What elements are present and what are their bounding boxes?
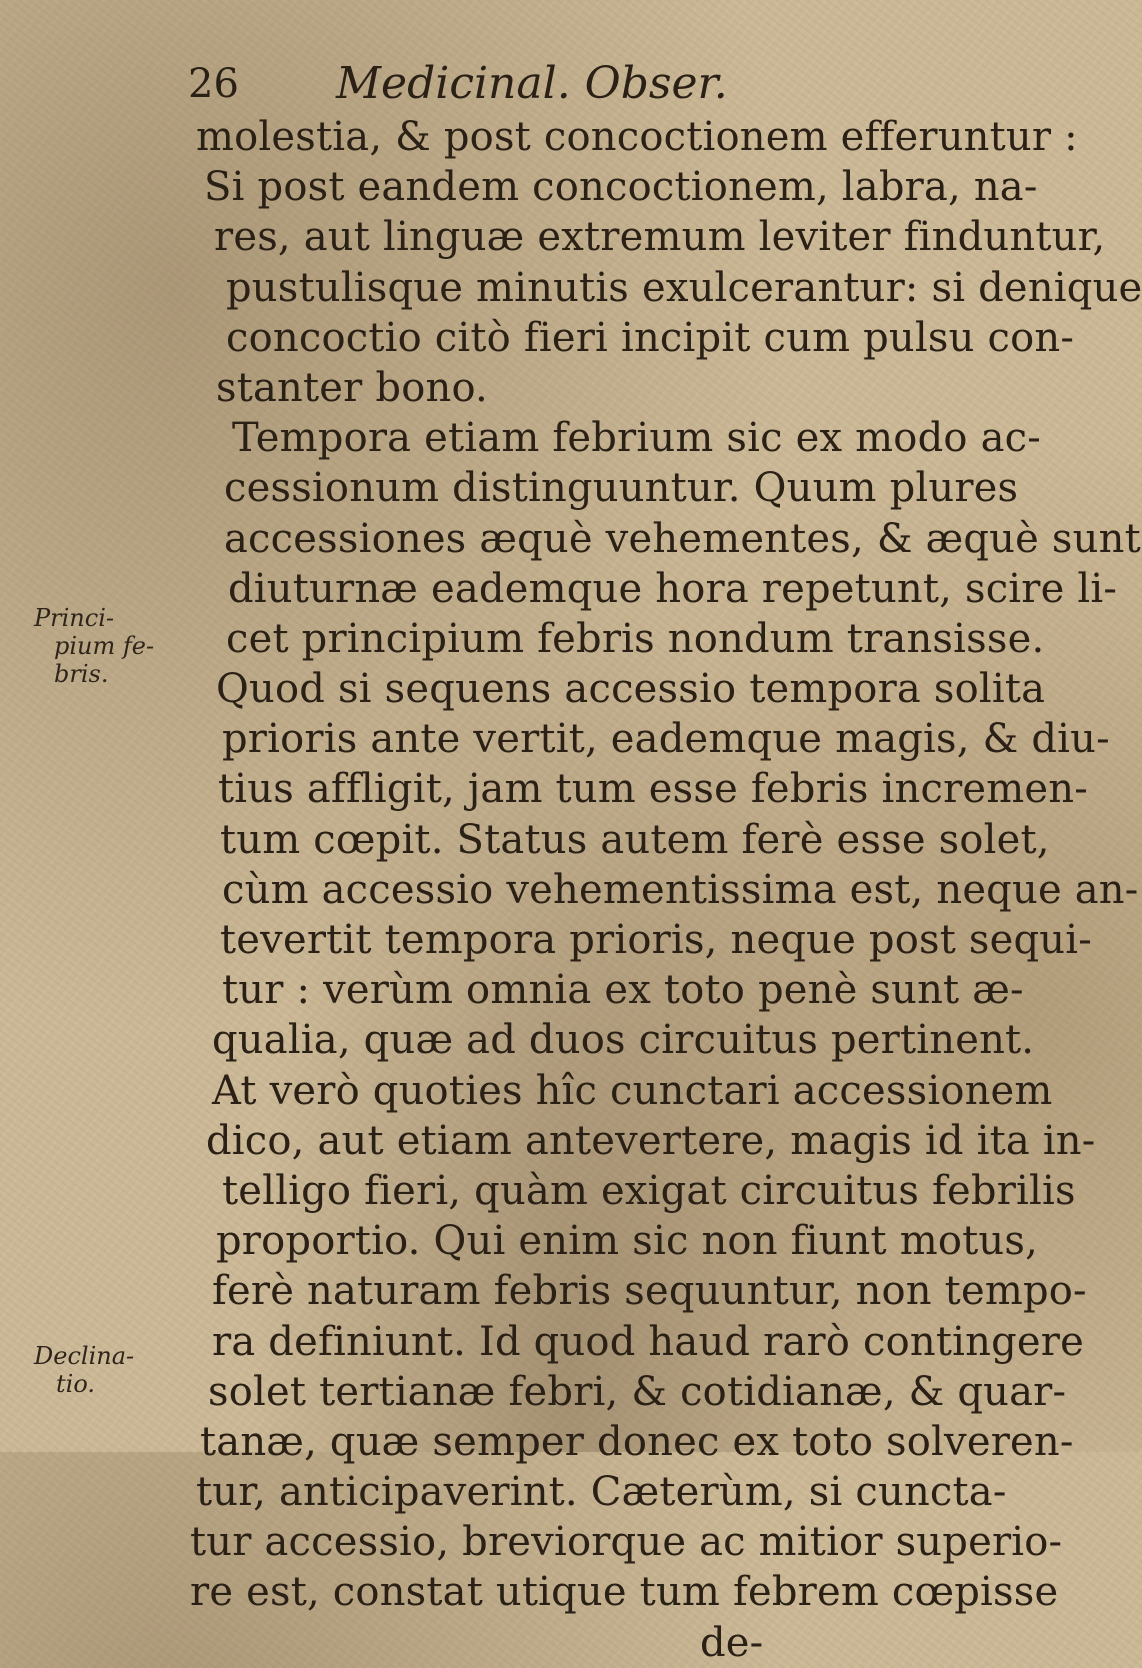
text-line: Si post eandem concoctionem, labra, na-	[204, 164, 1038, 211]
text-line: stanter bono.	[216, 364, 488, 411]
margin-note-line: Princi-	[34, 604, 114, 632]
text-line: ferè naturam febris sequuntur, non tempo-	[212, 1268, 1087, 1315]
page-header	[188, 58, 748, 110]
text-line: proportio. Qui enim sic non fiunt motus,	[216, 1218, 1038, 1265]
text-line: res, aut linguæ extremum leviter finduntur,	[214, 214, 1106, 261]
text-line: molestia, & post concoctionem efferuntur :	[196, 114, 1078, 160]
text-line: At verò quoties hîc cunctari accessionem	[212, 1067, 1053, 1114]
text-line: tur accessio, breviorque ac mitior superio-	[190, 1519, 1063, 1566]
margin-note-line: pium fe-	[54, 632, 155, 660]
text-line: tanæ, quæ semper donec ex toto solveren-	[200, 1418, 1074, 1465]
text-line: prioris ante vertit, eademque magis, & diu-	[222, 716, 1110, 763]
margin-note-line: Declina-	[34, 1342, 135, 1370]
text-line: re est, constat utique tum febrem cœpisse	[190, 1569, 1059, 1616]
text-line: tevertit tempora prioris, neque post sequi-	[220, 917, 1092, 963]
margin-note-principium	[34, 604, 154, 688]
text-line: telligo fieri, quàm exigat circuitus febrilis	[222, 1167, 1076, 1214]
margin-note-line: bris.	[54, 660, 109, 688]
text-line: tur : verùm omnia ex toto penè sunt æ-	[222, 967, 1024, 1014]
text-line: tum cœpit. Status autem ferè esse solet,	[220, 816, 1050, 863]
text-line: tur, anticipaverint. Cæterùm, si cuncta-	[196, 1469, 1007, 1516]
text-line: pustulisque minutis exulcerantur: si denique	[226, 264, 1142, 311]
text-line: cùm accessio vehementissima est, neque an-	[222, 866, 1139, 913]
text-line: tius affligit, jam tum esse febris incremen-	[218, 766, 1088, 813]
text-line: dico, aut etiam antevertere, magis id ita in-	[206, 1117, 1096, 1164]
body-text	[160, 112, 1142, 1668]
text-line: cessionum distinguuntur. Quum plures	[224, 465, 1019, 512]
text-line: qualia, quæ ad duos circuitus pertinent.	[212, 1017, 1035, 1064]
margin-note-declinatio	[34, 1342, 154, 1398]
text-line: ra definiunt. Id quod haud rarò contingere	[212, 1318, 1084, 1365]
text-line: solet tertianæ febri, & cotidianæ, & quar-	[208, 1368, 1067, 1415]
text-line: accessiones æquè vehementes, & æquè sunt	[224, 515, 1141, 562]
running-title: Medicinal. Obser.	[336, 58, 728, 109]
text-line: Quod si sequens accessio tempora solita	[216, 666, 1046, 713]
text-line: diuturnæ eademque hora repetunt, scire li-	[228, 565, 1118, 612]
text-line: concoctio citò fieri incipit cum pulsu con-	[226, 314, 1075, 361]
text-line: Tempora etiam febrium sic ex modo ac-	[232, 415, 1041, 462]
page-number: 26	[188, 61, 239, 107]
catchword: de-	[700, 1619, 764, 1666]
text-line: cet principium febris nondum transisse.	[226, 615, 1045, 662]
margin-note-line: tio.	[56, 1370, 95, 1398]
